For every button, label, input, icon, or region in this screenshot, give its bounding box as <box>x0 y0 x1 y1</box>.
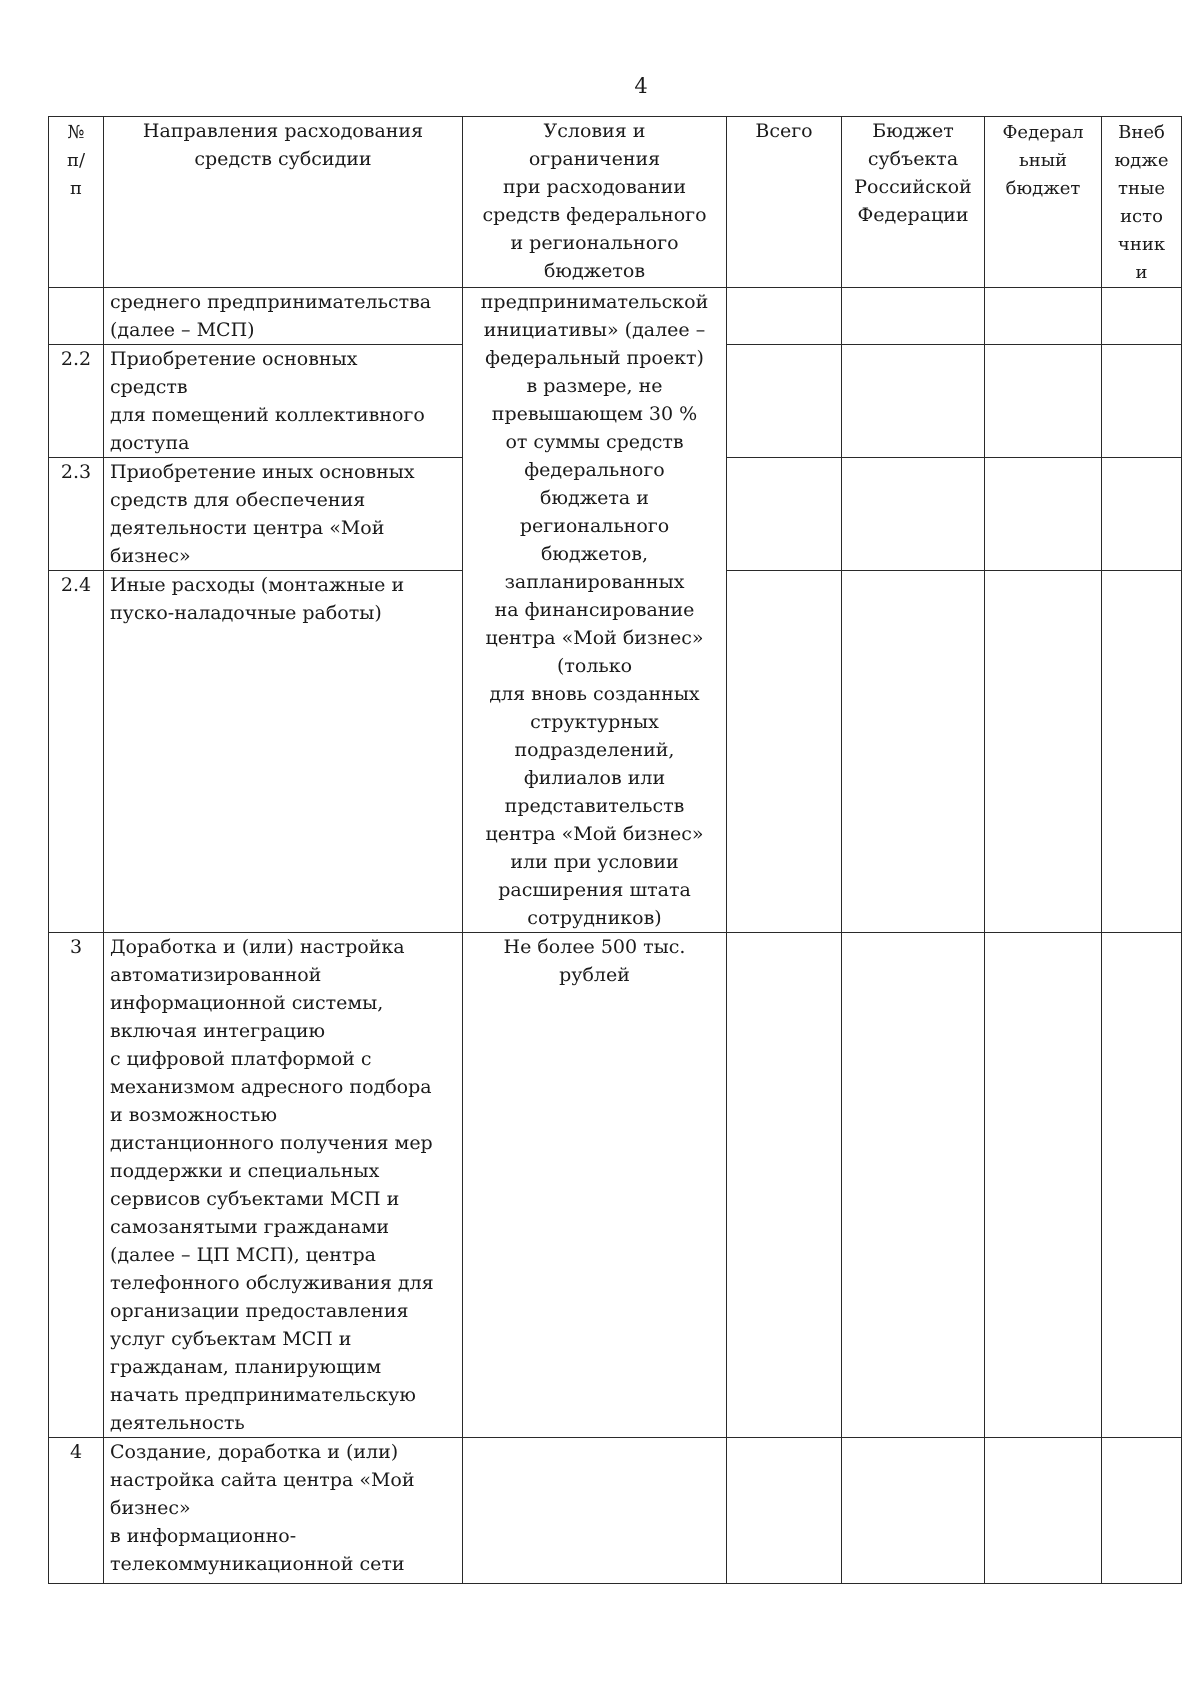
cell-extra <box>1102 458 1182 571</box>
row-direction: Создание, доработка и (или) настройка сайта центра «Мой бизнес» в информационно- телекоммуникационной сети <box>104 1438 463 1584</box>
header-federal-budget: Федерал ьный бюджет <box>985 117 1102 288</box>
cell-regional <box>842 571 985 933</box>
row-direction: Иные расходы (монтажные и пуско-наладочные работы) <box>104 571 463 933</box>
row-number <box>49 288 104 345</box>
cell-federal <box>985 1438 1102 1584</box>
header-num: № п/ п <box>49 117 104 288</box>
cell-extra <box>1102 288 1182 345</box>
cell-total <box>727 288 842 345</box>
header-total: Всего <box>727 117 842 288</box>
cell-extra <box>1102 1438 1182 1584</box>
row-number: 4 <box>49 1438 104 1584</box>
table-row <box>49 933 1182 1438</box>
cell-extra <box>1102 345 1182 458</box>
cell-total <box>727 458 842 571</box>
row-number: 2.2 <box>49 345 104 458</box>
table-row <box>49 288 1182 345</box>
cell-total <box>727 933 842 1438</box>
row-direction: Приобретение иных основных средств для обеспечения деятельности центра «Мой бизнес» <box>104 458 463 571</box>
cell-regional <box>842 458 985 571</box>
subsidy-expenses-table <box>48 116 1182 1584</box>
row-conditions: Не более 500 тыс. рублей <box>463 933 727 1438</box>
cell-total <box>727 1438 842 1584</box>
row-direction: Приобретение основных средств для помещений коллективного доступа <box>104 345 463 458</box>
cell-federal <box>985 571 1102 933</box>
cell-regional <box>842 933 985 1438</box>
row-number: 2.4 <box>49 571 104 933</box>
cell-extra <box>1102 933 1182 1438</box>
cell-federal <box>985 933 1102 1438</box>
header-direction: Направления расходования средств субсидии <box>104 117 463 288</box>
row-conditions-merged: предпринимательской инициативы» (далее – федеральный проект) в размере, не превышающем 30 % от суммы средств федерального бюджета и регионального бюджетов, запланированных на финансирование центра «Мой бизнес» (только для вновь созданных структурных подразделений, филиалов или представительств центра «Мой бизнес» или при условии расширения штата сотрудников) <box>463 288 727 933</box>
cell-regional <box>842 345 985 458</box>
table-header-row <box>49 117 1182 288</box>
row-conditions <box>463 1438 727 1584</box>
header-conditions: Условия и ограничения при расходовании средств федерального и регионального бюджетов <box>463 117 727 288</box>
row-number: 2.3 <box>49 458 104 571</box>
cell-extra <box>1102 571 1182 933</box>
cell-federal <box>985 345 1102 458</box>
cell-total <box>727 345 842 458</box>
row-number: 3 <box>49 933 104 1438</box>
page-number: 4 <box>634 74 648 98</box>
header-regional-budget: Бюджет субъекта Российской Федерации <box>842 117 985 288</box>
row-direction: среднего предпринимательства (далее – МСП) <box>104 288 463 345</box>
header-extrabudgetary: Внеб юдже тные исто чник и <box>1102 117 1182 288</box>
cell-federal <box>985 458 1102 571</box>
cell-total <box>727 571 842 933</box>
table-row <box>49 1438 1182 1584</box>
cell-regional <box>842 288 985 345</box>
cell-federal <box>985 288 1102 345</box>
row-direction: Доработка и (или) настройка автоматизированной информационной системы, включая интеграцию с цифровой платформой с механизмом адресного подбора и возможностью дистанционного получения мер поддержки и специальных сервисов субъектами МСП и самозанятыми гражданами (далее – ЦП МСП), центра телефонного обслуживания для организации предоставления услуг субъектам МСП и гражданам, планирующим начать предпринимательскую деятельность <box>104 933 463 1438</box>
cell-regional <box>842 1438 985 1584</box>
